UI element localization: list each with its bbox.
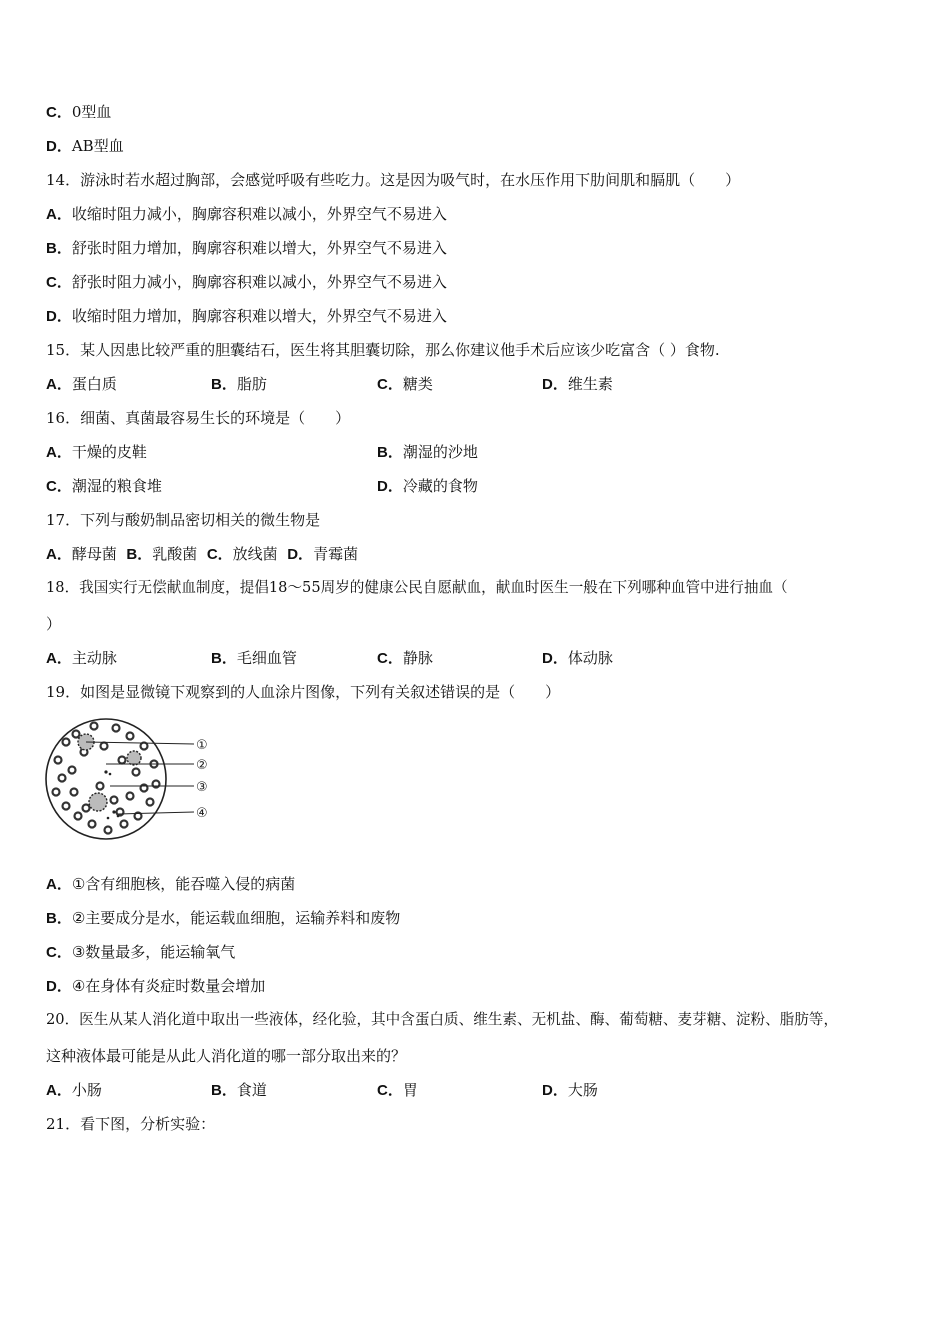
q20-stem-cont: 这种液体最可能是从此人消化道的哪一部分取出来的？ [46, 1047, 407, 1065]
option-label: C． [46, 944, 72, 961]
option-label: A． [46, 1082, 72, 1099]
option-text: ①含有细胞核，能吞噬入侵的病菌 [71, 875, 296, 893]
blood-smear-figure [44, 712, 224, 847]
option-label: B． [126, 546, 153, 563]
q15-option-b [211, 374, 267, 395]
q19-option-c [46, 942, 235, 963]
q14-option-b [46, 238, 447, 259]
q15-option-c [377, 374, 433, 395]
option-label: D． [542, 650, 568, 667]
q16-option-b [377, 442, 478, 463]
option-label: A． [46, 876, 72, 893]
option-label: A． [46, 650, 72, 667]
option-text: 放线菌 [232, 545, 278, 563]
option-label: D． [46, 308, 72, 325]
option-label: C． [377, 376, 403, 393]
q21-stem: 21．看下图，分析实验： [46, 1115, 216, 1133]
q20-option-d [542, 1080, 598, 1101]
option-text: 收缩时阻力减小，胸廓容积难以减小，外界空气不易进入 [71, 205, 447, 223]
option-text: 青霉菌 [313, 545, 359, 563]
option-label: A． [46, 444, 72, 461]
option-label: D． [46, 138, 72, 155]
q20-option-c [377, 1080, 418, 1101]
option-label: C． [46, 104, 72, 121]
option-label: A． [46, 206, 72, 223]
option-label: D． [542, 376, 568, 393]
q18-option-a [46, 648, 117, 669]
option-text: 大肠 [567, 1081, 598, 1099]
q14-option-d [46, 306, 447, 327]
option-text: 小肠 [71, 1081, 102, 1099]
option-text: 收缩时阻力增加，胸廓容积难以增大，外界空气不易进入 [71, 307, 447, 325]
option-text: ③数量最多，能运输氧气 [71, 943, 236, 961]
option-text: 冷藏的食物 [402, 477, 478, 495]
figure-label-4: ④ [196, 806, 208, 821]
q20-stem: 20．医生从某人消化道中取出一些液体，经化验，其中含蛋白质、维生素、无机盐、酶、葡萄糖、麦芽糖、淀粉、脂肪等， [46, 1011, 839, 1028]
q16-option-c [46, 476, 162, 497]
option-label: D． [377, 478, 403, 495]
option-label: D． [46, 978, 72, 995]
option-label: C． [377, 1082, 403, 1099]
q14-option-a [46, 204, 447, 225]
option-label: C． [46, 274, 72, 291]
option-text: 静脉 [402, 649, 433, 667]
option-text: 酵母菌 [71, 545, 117, 563]
q19-option-d [46, 976, 265, 997]
option-text: 舒张时阻力减小，胸廓容积难以减小，外界空气不易进入 [71, 273, 447, 291]
q16-option-d [377, 476, 478, 497]
option-label: C． [206, 546, 233, 563]
option-label: B． [46, 240, 72, 257]
option-label: B． [377, 444, 403, 461]
option-text: 舒张时阻力增加，胸廓容积难以增大，外界空气不易进入 [71, 239, 447, 257]
option-label: B． [46, 910, 72, 927]
figure-label-3: ③ [196, 780, 208, 795]
option-text: AB型血 [71, 137, 124, 155]
option-label: C． [377, 650, 403, 667]
option-label: B． [211, 376, 237, 393]
option-label: A． [46, 376, 72, 393]
option-text: 潮湿的沙地 [402, 443, 478, 461]
q18-option-b [211, 648, 297, 669]
option-text: 毛细血管 [236, 649, 297, 667]
option-text: 脂肪 [236, 375, 267, 393]
q15-option-d [542, 374, 613, 395]
q14-stem: 14．游泳时若水超过胸部，会感觉呼吸有些吃力。这是因为吸气时，在水压作用下肋间肌和膈肌（ ） [46, 171, 741, 189]
q13-option-d [46, 136, 124, 157]
option-label: C． [46, 478, 72, 495]
q18-option-d [542, 648, 613, 669]
q15-option-a [46, 374, 117, 395]
q20-option-a [46, 1080, 102, 1101]
option-text: 食道 [236, 1081, 267, 1099]
option-label: D． [542, 1082, 568, 1099]
option-text: 胃 [402, 1081, 418, 1099]
q19-stem: 19．如图是显微镜下观察到的人血涂片图像，下列有关叙述错误的是（ ） [46, 683, 561, 701]
option-text: ④在身体有炎症时数量会增加 [71, 977, 266, 995]
q15-stem: 15．某人因患比较严重的胆囊结石，医生将其胆囊切除，那么你建议他手术后应该少吃富含（ ）食物. [46, 341, 720, 359]
q17-options [46, 544, 358, 565]
option-label: B． [211, 1082, 237, 1099]
option-text: 乳酸菌 [152, 545, 198, 563]
q18-option-c [377, 648, 433, 669]
option-text: 蛋白质 [71, 375, 117, 393]
option-text: 潮湿的粮食堆 [71, 477, 162, 495]
q16-stem: 16．细菌、真菌最容易生长的环境是（ ） [46, 409, 351, 427]
q13-option-c [46, 102, 111, 123]
option-text: 体动脉 [567, 649, 613, 667]
q14-option-c [46, 272, 447, 293]
q18-stem: 18．我国实行无偿献血制度，提倡18～55周岁的健康公民自愿献血，献血时医生一般在下列哪种血管中进行抽血（ [46, 579, 788, 596]
option-label: A． [46, 546, 72, 563]
q16-option-a [46, 442, 147, 463]
option-label: D． [287, 546, 314, 563]
figure-label-1: ① [196, 738, 208, 753]
q19-option-b [46, 908, 400, 929]
option-text: 干燥的皮鞋 [71, 443, 147, 461]
q20-option-b [211, 1080, 267, 1101]
q19-option-a [46, 874, 295, 895]
q17-stem: 17．下列与酸奶制品密切相关的微生物是 [46, 511, 321, 529]
option-label: B． [211, 650, 237, 667]
option-text: 维生素 [567, 375, 613, 393]
q18-stem-cont: ） [46, 615, 62, 633]
option-text: 0型血 [71, 103, 112, 121]
option-text: 糖类 [402, 375, 433, 393]
figure-label-2: ② [196, 758, 208, 773]
option-text: 主动脉 [71, 649, 117, 667]
option-text: ②主要成分是水，能运载血细胞，运输养料和废物 [71, 909, 401, 927]
